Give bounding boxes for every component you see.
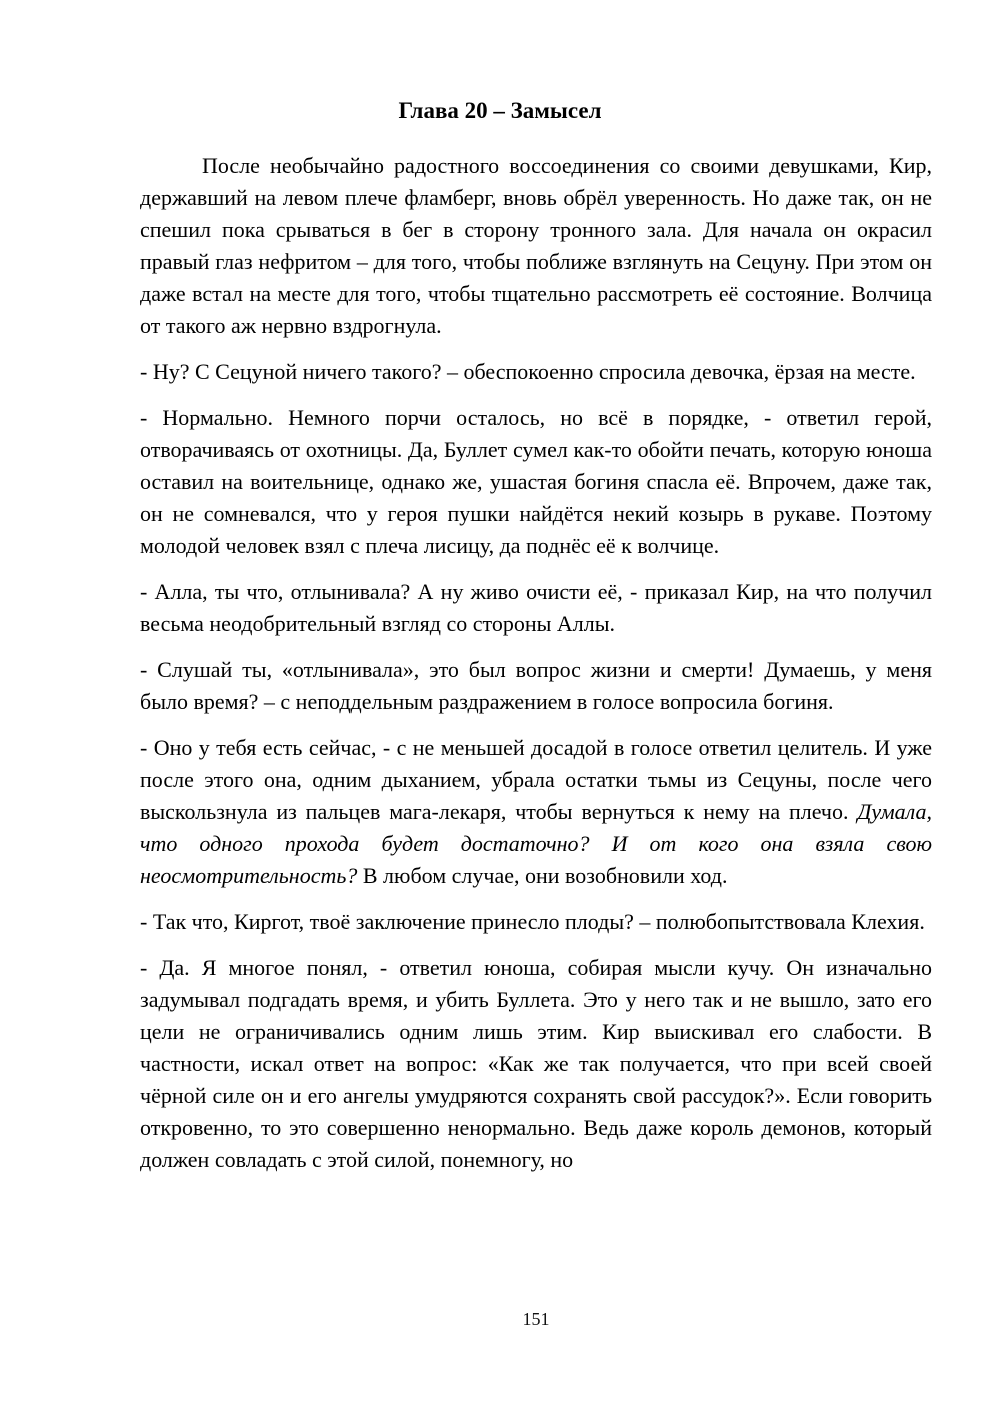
text-run: - Оно у тебя есть сейчас, - с не меньшей досадой в голосе ответил целитель. И уже после этого она, одним дыханием, убрала остатки тьмы из Сецуны, после чего выскользнула из пальцев мага-лекаря, чтобы вернуться к нему на плечо. — [140, 735, 932, 824]
text-run: - Да. Я многое понял, - ответил юноша, собирая мысли кучу. Он изначально задумывал подгадать время, и убить Буллета. Это у него так и не вышло, зато его цели не ограничивались одним лишь этим. Кир выискивал его слабости. В частности, искал ответ на вопрос: «Как же так получается, что при всей своей чёрной силе он и его ангелы умудряются сохранять свой рассудок?». Если говорить откровенно, то это совершенно ненормально. Ведь даже король демонов, который должен совладать с этой силой, понемногу, но — [140, 955, 932, 1172]
text-run: В любом случае, они возобновили ход. — [357, 863, 728, 888]
paragraph — [140, 906, 932, 938]
paragraph — [140, 356, 932, 388]
chapter-title: Глава 20 – Замысел — [398, 98, 602, 123]
paragraph — [140, 732, 932, 892]
paragraph — [140, 654, 932, 718]
text-run: После необычайно радостного воссоединения со своими девушками, Кир, державший на левом плече фламберг, вновь обрёл уверенность. Но даже так, он не спешил пока срываться в бег в сторону тронного зала. Для начала он окрасил правый глаз нефритом – для того, чтобы поближе взглянуть на Сецуну. При этом он даже встал на месте для того, чтобы тщательно рассмотреть её состояние. Волчица от такого аж нервно вздрогнула. — [140, 153, 932, 338]
paragraph — [140, 150, 932, 342]
page-number: 151 — [522, 1309, 550, 1329]
text-run: - Алла, ты что, отлынивала? А ну живо очисти её, - приказал Кир, на что получил весьма неодобрительный взгляд со стороны Аллы. — [140, 579, 932, 636]
paragraph — [140, 402, 932, 562]
paragraph — [140, 576, 932, 640]
paragraph — [140, 952, 932, 1176]
text-run: - Так что, Киргот, твоё заключение принесло плоды? – полюбопытствовала Клехия. — [140, 909, 925, 934]
text-run: - Нормально. Немного порчи осталось, но всё в порядке, - ответил герой, отворачиваясь от охотницы. Да, Буллет сумел как-то обойти печать, которую юноша оставил на воительнице, однако же, ушастая богиня спасла её. Впрочем, даже так, он не сомневался, что у героя пушки найдётся некий козырь в рукаве. Поэтому молодой человек взял с плеча лисицу, да поднёс её к волчице. — [140, 405, 932, 558]
paragraphs-container — [140, 150, 932, 1176]
text-run: - Слушай ты, «отлынивала», это был вопрос жизни и смерти! Думаешь, у меня было время? – с неподдельным раздражением в голосе вопросила богиня. — [140, 657, 932, 714]
text-run-italic: Думала, что одного прохода будет достаточно? И от кого она взяла свою неосмотрительность? — [140, 799, 932, 888]
text-run: - Ну? С Сецуной ничего такого? – обеспокоенно спросила девочка, ёрзая на месте. — [140, 359, 916, 384]
